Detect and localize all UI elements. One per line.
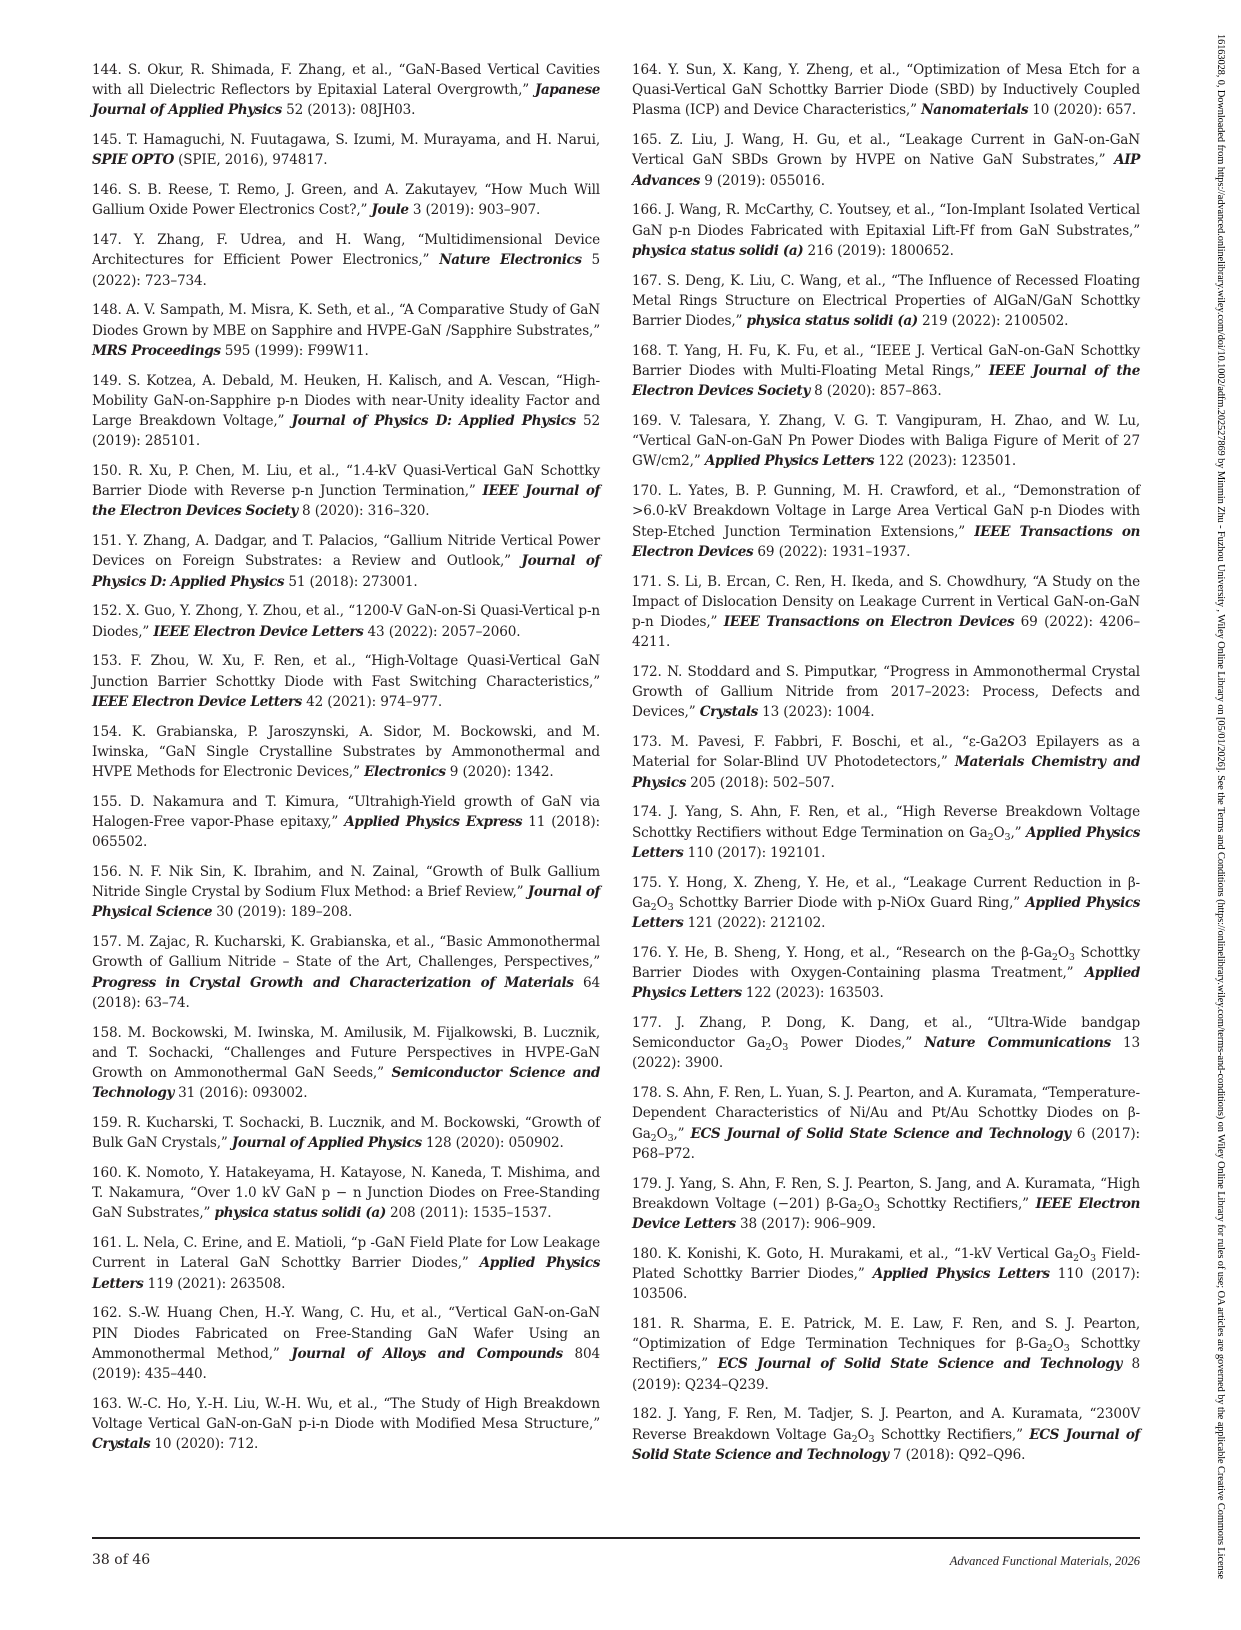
journal-name: Nature Communications xyxy=(924,1035,1111,1052)
reference-text: 152. X. Guo, Y. Zhong, Y. Zhou, et al., “1200-V GaN-on-Si Quasi-Vertical p-n Diodes,” xyxy=(92,603,600,640)
reference-174 xyxy=(632,802,1140,863)
reference-text: 30 (2019): 189–208. xyxy=(212,904,353,921)
journal-name: physica status solidi (a) xyxy=(632,242,804,259)
reference-text: 161. L. Nela, C. Erine, and E. Matioli, “p -GaN Field Plate for Low Leakage Current in Lateral GaN Schottky Barrier Diodes,” xyxy=(92,1235,600,1272)
reference-text: 177. J. Zhang, P. Dong, K. Dang, et al., “Ultra-Wide bandgap Semiconductor Ga xyxy=(632,1015,1140,1052)
subscript: 3 xyxy=(667,1132,674,1144)
reference-167 xyxy=(632,271,1140,332)
subscript: 2 xyxy=(857,1202,864,1214)
journal-name: Materials Chemistry and Physics xyxy=(632,754,1140,791)
reference-148 xyxy=(92,300,600,361)
reference-text: 119 (2021): 263508. xyxy=(143,1275,286,1292)
reference-text: 157. M. Zajac, R. Kucharski, K. Grabianska, et al., “Basic Ammonothermal Growth of Gallium Nitride – State of the Art, Challenges, Perspectives,” xyxy=(92,934,600,971)
subscript: 3 xyxy=(782,1042,789,1054)
reference-170 xyxy=(632,481,1140,562)
reference-text: 170. L. Yates, B. P. Gunning, M. H. Crawford, et al., “Demonstration of >6.0-kV Breakdown Voltage in Large Area Vertical GaN p-n Diodes with Step-Etched Junction Termination Extensions,” xyxy=(632,483,1140,540)
journal-name: Applied Physics Letters xyxy=(872,1266,1050,1283)
reference-text: 146. S. B. Reese, T. Remo, J. Green, and A. Zakutayev, “How Much Will Gallium Oxide Power Electronics Cost?,” xyxy=(92,182,600,219)
reference-text: 9 (2020): 1342. xyxy=(445,764,554,781)
subscript: 3 xyxy=(1004,831,1011,843)
journal-name: Nanomaterials xyxy=(921,102,1029,119)
reference-text: O xyxy=(1052,1336,1064,1353)
reference-text: 208 (2011): 1535–1537. xyxy=(385,1205,552,1222)
reference-152 xyxy=(92,601,600,641)
journal-name: Applied Physics Letters xyxy=(632,824,1140,861)
subscript: 2 xyxy=(650,1132,657,1144)
reference-text: 169. V. Talesara, Y. Zhang, V. G. T. Vangipuram, H. Zhao, and W. Lu, “Vertical GaN-on-GaN Pn Power Diodes with Baliga Figure of Merit of 27 GW/cm2,” xyxy=(632,413,1140,470)
reference-text: 144. S. Okur, R. Shimada, F. Zhang, et al., “GaN-Based Vertical Cavities with all Dielectric Reflectors by Epitaxial Lateral Overgrowth,” xyxy=(92,62,600,99)
journal-name: IEEE Electron Device Letters xyxy=(153,623,364,640)
journal-name: ECS Journal of Solid State Science and Technology xyxy=(690,1125,1071,1142)
reference-text: 171. S. Li, B. Ercan, C. Ren, H. Ikeda, and S. Chowdhury, “A Study on the Impact of Dislocation Density on Leakage Current in Vertical GaN-on-GaN p-n Diodes,” xyxy=(632,573,1140,631)
reference-178 xyxy=(632,1083,1140,1164)
journal-name: Journal of Physical Science xyxy=(92,884,600,921)
reference-165 xyxy=(632,130,1140,191)
journal-name: Journal of Physics D: Applied Physics xyxy=(291,413,576,430)
journal-name: Applied Physics Letters xyxy=(92,1255,600,1292)
references-column-right xyxy=(632,60,1140,1475)
reference-text: 174. J. Yang, S. Ahn, F. Ren, et al., “High Reverse Breakdown Voltage Schottky Rectifiers without Edge Termination on Ga xyxy=(632,804,1140,841)
reference-text: 167. S. Deng, K. Liu, C. Wang, et al., “The Influence of Recessed Floating Metal Rings Structure on Electrical Properties of AlGaN/GaN Schottky Barrier Diodes,” xyxy=(632,272,1140,330)
reference-text: 13 (2022): 3900. xyxy=(632,1035,1140,1072)
reference-text: O xyxy=(656,894,668,911)
reference-150 xyxy=(92,461,600,522)
reference-text: O xyxy=(863,1195,875,1212)
reference-text: 156. N. F. Nik Sin, K. Ibrahim, and N. Zainal, “Growth of Bulk Gallium Nitride Single Crystal by Sodium Flux Method: a Brief Review,” xyxy=(92,864,600,901)
journal-name: Journal of Applied Physics xyxy=(231,1135,422,1152)
reference-153 xyxy=(92,651,600,712)
journal-name: ECS Journal of Solid State Science and Technology xyxy=(717,1356,1123,1373)
reference-144 xyxy=(92,60,600,121)
reference-text: 216 (2019): 1800652. xyxy=(803,242,954,259)
reference-177 xyxy=(632,1013,1140,1074)
reference-text: 151. Y. Zhang, A. Dadgar, and T. Palacios, “Gallium Nitride Vertical Power Devices on Foreign Substrates: a Review and Outlook,” xyxy=(92,533,600,570)
reference-text: O xyxy=(1057,944,1069,961)
reference-text: 150. R. Xu, P. Chen, M. Liu, et al., “1.4-kV Quasi-Vertical GaN Schottky Barrier Diode with Reverse p-n Junction Termination,” xyxy=(92,463,600,500)
reference-text: 43 (2022): 2057–2060. xyxy=(363,623,521,640)
reference-169 xyxy=(632,411,1140,472)
reference-text: 110 (2017): 103506. xyxy=(632,1266,1140,1303)
reference-text: Power Diodes,” xyxy=(788,1035,925,1052)
reference-text: 160. K. Nomoto, Y. Hatakeyama, H. Katayose, N. Kaneda, T. Mishima, and T. Nakamura, “Over 1.0 kV GaN p − n Junction Diodes on Free-Standing GaN Substrates,” xyxy=(92,1165,600,1222)
reference-text: 181. R. Sharma, E. E. Patrick, M. E. Law, F. Ren, and S. J. Pearton, “Optimization of Edge Termination Techniques for β-Ga xyxy=(632,1316,1140,1353)
reference-text: 42 (2021): 974–977. xyxy=(301,693,443,710)
subscript: 2 xyxy=(1046,1343,1053,1355)
journal-name: Crystals xyxy=(92,1436,151,1453)
reference-text: 159. R. Kucharski, T. Sochacki, B. Lucznik, and M. Bockowski, “Growth of Bulk GaN Crystals,” xyxy=(92,1115,600,1152)
reference-164 xyxy=(632,60,1140,121)
subscript: 3 xyxy=(1068,951,1075,963)
journal-name: Semiconductor Science and Technology xyxy=(92,1065,600,1102)
reference-text: O xyxy=(1078,1245,1090,1262)
footer-divider xyxy=(92,1537,1140,1539)
reference-159 xyxy=(92,1113,600,1153)
reference-175 xyxy=(632,873,1140,934)
reference-text: 804 (2019): 435–440. xyxy=(92,1345,601,1383)
reference-text: 180. K. Konishi, K. Goto, H. Murakami, et al., “1-kV Vertical Ga xyxy=(632,1245,1074,1262)
download-notice-vertical: 16163028, 0, Downloaded from https://advanced.onlinelibrary.wiley.com/doi/10.1002/adfm.202527869 by Minmin Zhu - Fuzhou University , Wiley Online Library on [05/01/2026]. See the Terms and Conditions (https://onlinelibrary.wiley.com/terms-and-conditions) on Wiley Online Library for rules of use; OA articles are governed by the applicable Creative Commons License xyxy=(1215,34,1226,1580)
reference-text: 122 (2023): 163503. xyxy=(741,985,884,1002)
reference-text: 176. Y. He, B. Sheng, Y. Hong, et al., “Research on the β-Ga xyxy=(632,944,1052,961)
reference-182 xyxy=(632,1404,1140,1465)
reference-181 xyxy=(632,1314,1140,1395)
reference-text: 155. D. Nakamura and T. Kimura, “Ultrahigh-Yield growth of GaN via Halogen-Free vapor-Phase epitaxy,” xyxy=(92,793,600,831)
subscript: 3 xyxy=(1063,1343,1070,1355)
journal-footer: Advanced Functional Materials, 2026 xyxy=(949,1554,1140,1568)
reference-text: O xyxy=(656,1125,668,1142)
reference-text: 122 (2023): 123501. xyxy=(874,453,1017,470)
journal-name: Applied Physics Letters xyxy=(632,894,1140,932)
reference-text: 595 (1999): F99W11. xyxy=(220,342,369,359)
journal-name: Crystals xyxy=(699,704,758,721)
reference-145 xyxy=(92,130,600,170)
reference-text: 153. F. Zhou, W. Xu, F. Ren, et al., “High-Voltage Quasi-Vertical GaN Junction Barrier Schottky Diode with Fast Switching Characteristics,” xyxy=(92,653,600,690)
reference-146 xyxy=(92,180,600,220)
journal-name: Applied Physics Letters xyxy=(704,453,875,470)
journal-name: Progress in Crystal Growth and Characterization of Materials xyxy=(92,974,574,991)
subscript: 3 xyxy=(667,901,674,913)
reference-154 xyxy=(92,722,600,783)
reference-text: O xyxy=(771,1035,783,1052)
journal-name: IEEE Journal of the Electron Devices Society xyxy=(92,483,600,520)
reference-text: 11 (2018): 065502. xyxy=(92,814,600,851)
reference-text: 219 (2022): 2100502. xyxy=(917,313,1069,330)
journal-name: AIP Advances xyxy=(632,152,1140,189)
reference-text: 175. Y. Hong, X. Zheng, Y. He, et al., “Leakage Current Reduction in β-Ga xyxy=(632,874,1140,911)
reference-text: 13 (2023): 1004. xyxy=(757,704,875,721)
reference-text: (SPIE, 2016), 974817. xyxy=(173,152,328,169)
reference-156 xyxy=(92,862,600,923)
reference-163 xyxy=(92,1394,600,1455)
reference-text: 182. J. Yang, F. Ren, M. Tadjer, S. J. Pearton, and A. Kuramata, “2300V Reverse Breakdown Voltage Ga xyxy=(632,1406,1140,1443)
reference-151 xyxy=(92,531,600,592)
reference-text: 64 (2018): 63–74. xyxy=(92,974,601,1011)
reference-text: Schottky Barrier Diodes with Oxygen-Containing plasma Treatment,” xyxy=(632,944,1140,982)
reference-173 xyxy=(632,732,1140,793)
reference-text: 38 (2017): 906–909. xyxy=(735,1216,876,1233)
reference-text: 128 (2020): 050902. xyxy=(421,1135,564,1152)
journal-name: Applied Physics Express xyxy=(344,814,523,831)
reference-158 xyxy=(92,1023,600,1104)
reference-147 xyxy=(92,230,600,291)
reference-162 xyxy=(92,1303,600,1384)
reference-text: ,” xyxy=(673,1125,691,1142)
journal-name: MRS Proceedings xyxy=(92,342,221,359)
reference-149 xyxy=(92,371,600,452)
reference-text: ,” xyxy=(1010,824,1027,841)
reference-171 xyxy=(632,572,1140,653)
journal-name: IEEE Journal of the Electron Devices Society xyxy=(632,363,1140,400)
journal-name: IEEE Transactions on Electron Devices xyxy=(723,614,1015,631)
reference-text: 7 (2018): Q92–Q96. xyxy=(888,1446,1026,1463)
reference-text: Schottky Rectifiers,” xyxy=(632,1336,1140,1373)
reference-text: 165. Z. Liu, J. Wang, H. Gu, et al., “Leakage Current in GaN-on-GaN Vertical GaN SBDs Grown by HVPE on Native GaN Substrates,” xyxy=(632,132,1140,169)
subscript: 2 xyxy=(851,1433,858,1445)
reference-text: 110 (2017): 192101. xyxy=(683,844,826,861)
reference-text: 168. T. Yang, H. Fu, K. Fu, et al., “IEEE J. Vertical GaN-on-GaN Schottky Barrier Diodes with Multi-Floating Metal Rings,” xyxy=(632,342,1140,380)
reference-text: 3 (2019): 903–907. xyxy=(408,202,541,219)
journal-name: Joule xyxy=(371,202,409,219)
reference-text: Schottky Barrier Diode with p-NiOx Guard Ring,” xyxy=(673,894,1026,911)
reference-text: 8 (2020): 857–863. xyxy=(809,383,942,400)
reference-text: 162. S.-W. Huang Chen, H.-Y. Wang, C. Hu, et al., “Vertical GaN-on-GaN PIN Diodes Fabricated on Free-Standing GaN Wafer Using an Ammonothermal Method,” xyxy=(92,1305,600,1362)
reference-text: 31 (2016): 093002. xyxy=(173,1085,308,1102)
reference-text: 163. W.-C. Ho, Y.-H. Liu, W.-H. Wu, et al., “The Study of High Breakdown Voltage Vertical GaN-on-GaN p-i-n Diode with Modified Mesa Structure,” xyxy=(92,1395,600,1433)
reference-161 xyxy=(92,1233,600,1294)
subscript: 3 xyxy=(1089,1252,1096,1264)
reference-180 xyxy=(632,1244,1140,1305)
reference-168 xyxy=(632,341,1140,402)
journal-name: SPIE OPTO xyxy=(92,152,174,169)
reference-text: Schottky Rectifiers,” xyxy=(879,1195,1036,1212)
reference-176 xyxy=(632,943,1140,1004)
reference-text: Schottky Rectifiers,” xyxy=(874,1426,1030,1443)
journal-name: IEEE Transactions on Electron Devices xyxy=(632,523,1140,560)
reference-160 xyxy=(92,1163,600,1224)
journal-name: ECS Journal of Solid State Science and Technology xyxy=(632,1426,1140,1463)
reference-text: 10 (2020): 712. xyxy=(150,1436,259,1453)
subscript: 3 xyxy=(874,1202,880,1214)
reference-text: Field-Plated Schottky Barrier Diodes,” xyxy=(632,1245,1140,1283)
reference-text: 69 (2022): 1931–1937. xyxy=(753,543,911,560)
reference-text: 9 (2019): 055016. xyxy=(700,172,825,189)
reference-text: 8 (2019): Q234–Q239. xyxy=(632,1356,1140,1393)
reference-text: 6 (2017): P68–P72. xyxy=(632,1125,1140,1162)
reference-text: 205 (2018): 502–507. xyxy=(685,774,835,791)
reference-text: 149. S. Kotzea, A. Debald, M. Heuken, H. Kalisch, and A. Vescan, “High-Mobility GaN-on-Sapphire p-n Diodes with near-Unity ideality Factor and Large Breakdown Voltage,” xyxy=(92,372,600,430)
subscript: 2 xyxy=(1051,951,1058,963)
reference-text: 178. S. Ahn, F. Ren, L. Yuan, S. J. Pearton, and A. Kuramata, “Temperature-Dependent Characteristics of Ni/Au and Pt/Au Schottky Diodes on β-Ga xyxy=(632,1085,1140,1142)
reference-text: 158. M. Bockowski, M. Iwinska, M. Amilusik, M. Fijalkowski, B. Lucznik, and T. Sochacki, “Challenges and Future Perspectives in HVPE-GaN Growth on Ammonothermal GaN Seeds,” xyxy=(92,1024,600,1082)
reference-text: 179. J. Yang, S. Ahn, F. Ren, S. J. Pearton, S. Jang, and A. Kuramata, “High Breakdown Voltage (−201) β-Ga xyxy=(632,1175,1140,1212)
journal-name: physica status solidi (a) xyxy=(746,313,918,330)
reference-text: O xyxy=(993,824,1005,841)
reference-text: 172. N. Stoddard and S. Pimputkar, “Progress in Ammonothermal Crystal Growth of Gallium Nitride from 2017–2023: Process, Defects and Devices,” xyxy=(632,664,1140,721)
reference-179 xyxy=(632,1174,1140,1235)
reference-text: O xyxy=(857,1426,869,1443)
subscript: 2 xyxy=(650,901,657,913)
reference-text: 173. M. Pavesi, F. Fabbri, F. Boschi, et al., “ε-Ga2O3 Epilayers as a Material for Solar-Blind UV Photodetectors,” xyxy=(632,734,1140,771)
reference-text: 10 (2020): 657. xyxy=(1028,102,1137,119)
subscript: 3 xyxy=(868,1433,875,1445)
journal-name: Journal of Alloys and Compounds xyxy=(291,1345,563,1362)
journal-name: Applied Physics Letters xyxy=(632,965,1140,1002)
page-number: 38 of 46 xyxy=(92,1552,151,1568)
reference-157 xyxy=(92,932,600,1013)
journal-name: Electronics xyxy=(364,764,446,781)
reference-text: 145. T. Hamaguchi, N. Fuutagawa, S. Izumi, M. Murayama, and H. Narui, xyxy=(92,132,600,149)
reference-text: 121 (2022): 212102. xyxy=(683,915,826,932)
journal-name: Journal of Physics D: Applied Physics xyxy=(92,553,600,590)
reference-text: 147. Y. Zhang, F. Udrea, and H. Wang, “Multidimensional Device Architectures for Efficient Power Electronics,” xyxy=(92,232,600,269)
subscript: 2 xyxy=(765,1042,772,1054)
journal-name: IEEE Electron Device Letters xyxy=(632,1195,1140,1233)
subscript: 2 xyxy=(987,831,994,843)
reference-text: 154. K. Grabianska, P. Jaroszynski, A. Sidor, M. Bockowski, and M. Iwinska, “GaN Single Crystalline Substrates by Ammonothermal and HVPE Methods for Electronic Devices,” xyxy=(92,723,600,781)
reference-text: 164. Y. Sun, X. Kang, Y. Zheng, et al., “Optimization of Mesa Etch for a Quasi-Vertical GaN Schottky Barrier Diode (SBD) by Inductively Coupled Plasma (ICP) and Device Characteristics,” xyxy=(632,62,1140,119)
journal-name: Nature Electronics xyxy=(439,252,582,269)
reference-text: 52 (2019): 285101. xyxy=(92,413,601,450)
references-column-left xyxy=(92,60,600,1464)
journal-name: IEEE Electron Device Letters xyxy=(92,693,302,710)
reference-text: 166. J. Wang, R. McCarthy, C. Youtsey, et al., “Ion-Implant Isolated Vertical GaN p-n Diodes Fabricated with Epitaxial Lift-Ff from GaN Substrates,” xyxy=(632,202,1140,239)
journal-name: physica status solidi (a) xyxy=(214,1205,386,1222)
reference-155 xyxy=(92,792,600,853)
reference-text: 51 (2018): 273001. xyxy=(284,573,418,590)
reference-172 xyxy=(632,662,1140,723)
reference-text: 69 (2022): 4206–4211. xyxy=(632,614,1140,651)
subscript: 2 xyxy=(1073,1252,1079,1264)
reference-text: 148. A. V. Sampath, M. Misra, K. Seth, et al., “A Comparative Study of GaN Diodes Grown by MBE on Sapphire and HVPE-GaN /Sapphire Substrates,” xyxy=(92,302,600,339)
reference-166 xyxy=(632,200,1140,261)
reference-text: 8 (2020): 316–320. xyxy=(297,503,430,520)
reference-text: 52 (2013): 08JH03. xyxy=(281,102,416,119)
reference-text: 5 (2022): 723–734. xyxy=(92,252,600,289)
journal-name: Japanese Journal of Applied Physics xyxy=(92,82,600,119)
